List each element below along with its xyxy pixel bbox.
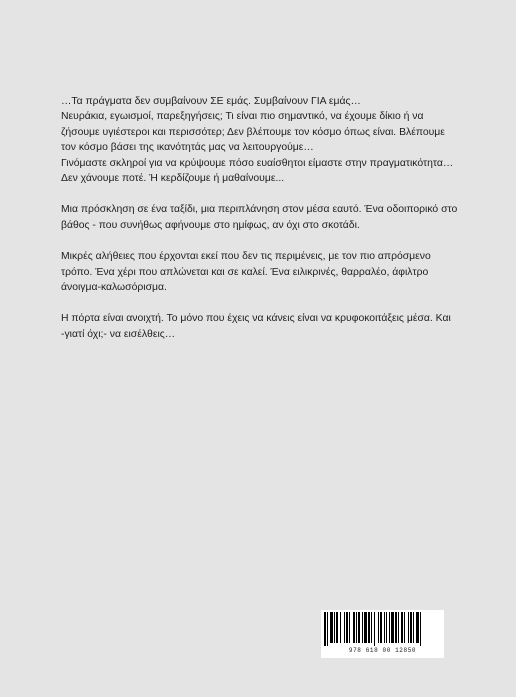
barcode-bar bbox=[364, 612, 367, 643]
barcode-bar bbox=[327, 612, 328, 646]
barcode-bar bbox=[416, 612, 419, 643]
barcode-bar bbox=[386, 612, 387, 643]
barcode-bar bbox=[374, 612, 375, 646]
barcode-bar bbox=[420, 612, 421, 646]
barcode-bar bbox=[384, 612, 385, 643]
barcode-bar bbox=[410, 612, 412, 643]
barcode-bar bbox=[349, 612, 350, 643]
barcode-bar bbox=[353, 612, 355, 643]
barcode-bar bbox=[324, 612, 326, 646]
barcode-bar bbox=[362, 612, 363, 643]
barcode-bar bbox=[404, 612, 405, 643]
barcode-bar bbox=[398, 612, 399, 643]
barcode-bar bbox=[389, 612, 390, 643]
barcode-bar bbox=[330, 612, 333, 643]
blurb-text bbox=[61, 94, 461, 358]
barcode-bar bbox=[413, 612, 414, 643]
barcode-bar bbox=[380, 612, 382, 643]
barcode-bar bbox=[401, 612, 403, 643]
barcode-bar bbox=[344, 612, 345, 643]
blurb-paragraph-2: Μια πρόσκληση σε ένα ταξίδι, μια περιπλάνηση στον μέσα εαυτό. Ένα οδοιπορικό στο βάθος - που συνήθως αφήνουμε στο ημίφως, αν όχι στο σκοτάδι. bbox=[61, 204, 458, 231]
barcode-bar bbox=[346, 612, 348, 643]
blurb-paragraph-4: Η πόρτα είναι ανοιχτή. Το μόνο που έχεις να κάνεις είναι να κρυφοκοιτάξεις μέσα. Και -γιατί όχι;- να εισέλθεις… bbox=[61, 313, 451, 340]
barcode-bar bbox=[336, 612, 338, 643]
barcode-bar bbox=[408, 612, 409, 643]
barcode-bars bbox=[324, 612, 441, 646]
barcode-number: 978 618 00 12850 bbox=[348, 647, 417, 654]
barcode-bar bbox=[340, 612, 341, 643]
barcode-bar bbox=[395, 612, 397, 643]
isbn-barcode bbox=[321, 610, 444, 658]
barcode-bar bbox=[368, 612, 370, 643]
barcode-bar bbox=[334, 612, 335, 643]
blurb-paragraph-1: …Τα πράγματα δεν συμβαίνουν ΣΕ εμάς. Συμβαίνουν ΓΙΑ εμάς… Νευράκια, εγωισμοί, παρεξηγήσεις; Τι είναι πιο σημαντικό, να έχουμε δίκιο ή να ζήσουμε υγιέστεροι και περισσότερ; Δεν βλέπουμε τον κόσμο όπως είναι. Βλέπουμε τον κόσμο βάσει της ικανότητάς μας να λειτουργούμε… Γινόμαστε σκληροί για να κρύψουμε πόσο ευαίσθητοι είμαστε στην πραγματικότητα… Δεν χάνουμε ποτέ. Ή κερδίζουμε ή μαθαίνουμε... bbox=[61, 96, 454, 185]
barcode-bar bbox=[356, 612, 357, 643]
blurb-paragraph-3: Μικρές αλήθειες που έρχονται εκεί που δεν τις περιμένεις, με τον πιο απρόσμενο τρόπο. Ένα χέρι που απλώνεται και σε καλεί. Ένα ειλικρινές, θαρραλέο, άφιλτρο άνοιγμα-καλωσόρισμα. bbox=[61, 251, 431, 294]
barcode-bar bbox=[391, 612, 394, 643]
barcode-bar bbox=[358, 612, 360, 643]
barcode-bar bbox=[371, 612, 372, 643]
barcode-bar bbox=[378, 612, 379, 643]
